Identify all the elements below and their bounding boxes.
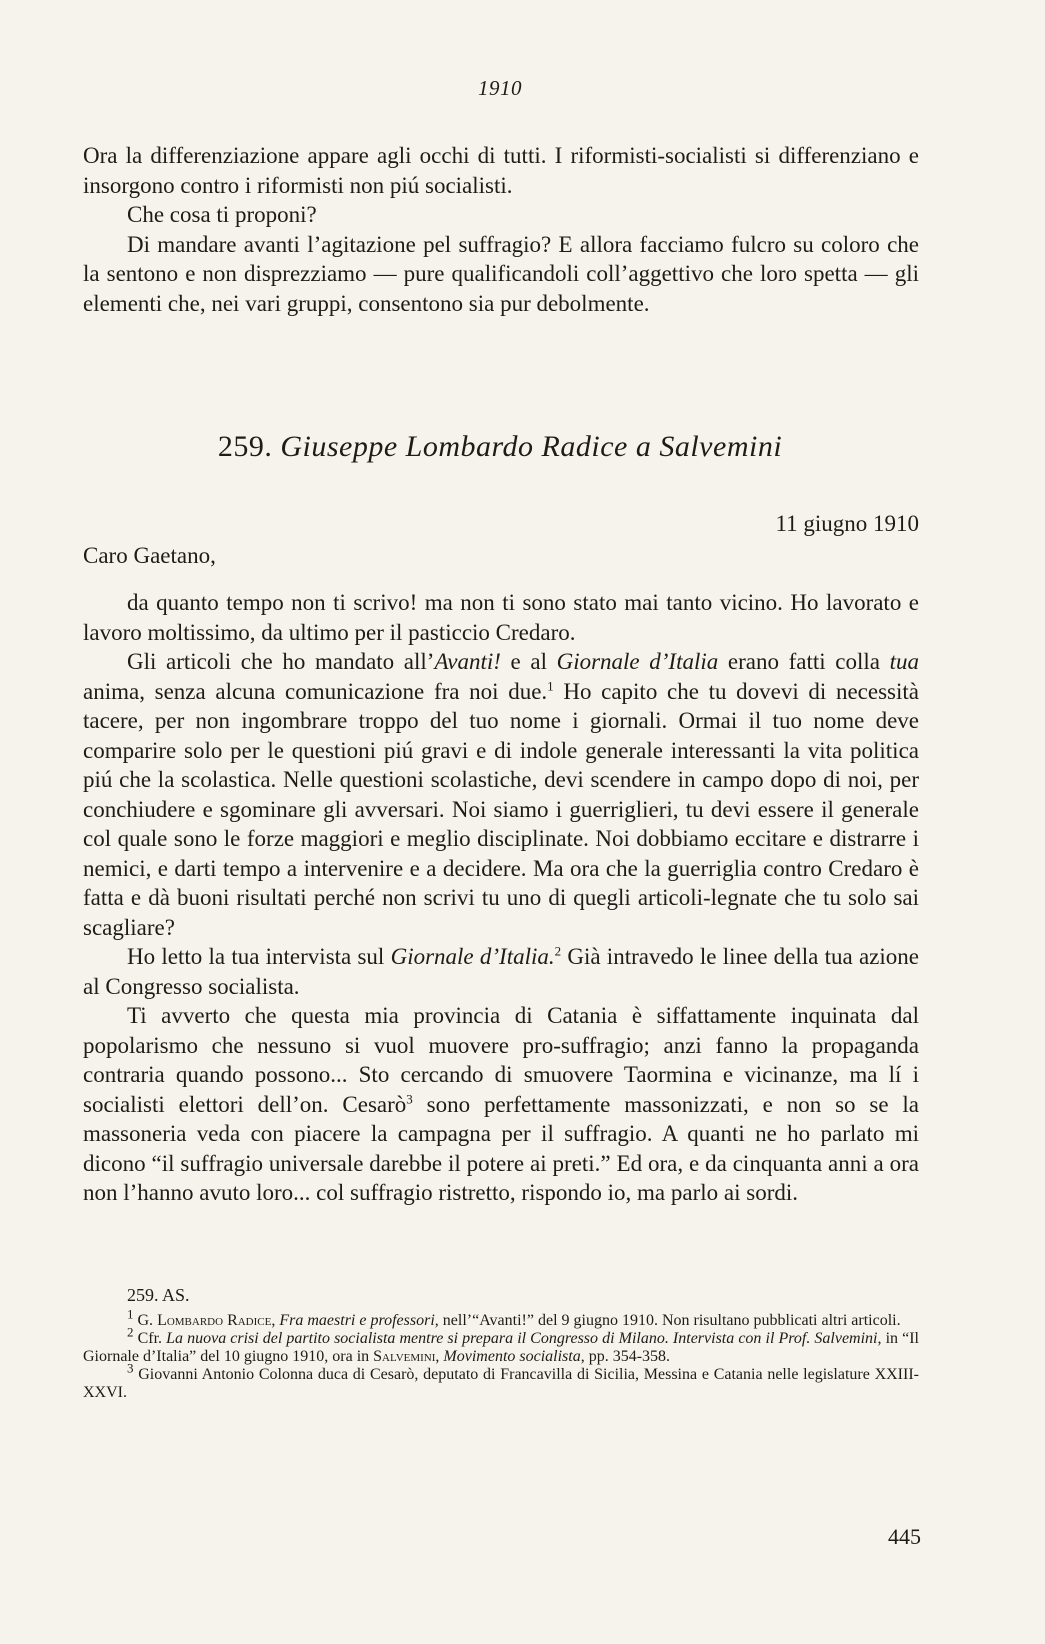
letter-paragraph: Ti avverto che questa mia provincia di Catania è siffattamente inquinata dal popolarismo che nessuno si vuol muovere pro-suffragio; anzi fanno la propaganda contraria quando possono... Sto cercando di smuovere Taormina e vicinanze, ma lí i socialisti elettori dell’on. Cesarò$^3$ sono perfettamente massonizzati, e non so se la massoneria veda con piacere la campagna per il suffragio. A quanti ne ho parlato mi dicono “il suffragio universale darebbe il potere ai preti.” Ed ora, e da cinquanta anni a ora non l’hanno avuto loro... col suffragio ristretto, rispondo io, ma parlo ai sordi. xyxy=(83,1003,919,1205)
footnote: $^2$ Cfr. La nuova crisi del partito socialista mentre si prepara il Congresso di Milano. Intervista con il Prof. Salvemini, in “Il Giornale d’Italia” del 10 giugno 1910, ora in Salvemini, Movimento socialista, pp. 354-358. xyxy=(83,1324,919,1365)
letter-title: Giuseppe Lombardo Radice a Salvemini xyxy=(280,430,783,463)
running-head: 1910 xyxy=(478,76,522,100)
letter-body xyxy=(83,588,919,1208)
previous-letter-ending xyxy=(83,141,919,318)
intro-paragraph: Di mandare avanti l’agitazione pel suffragio? E allora facciamo fulcro su coloro che la sentono e non disprezziamo — pure qualificandoli coll’aggettivo che loro spetta — gli elementi che, nei vari gruppi, consentono sia pur debolmente. xyxy=(83,231,919,316)
footnote: $^1$ G. Lombardo Radice, Fra maestri e professori, nell’“Avanti!” del 9 giugno 1910. Non risultano pubblicati altri articoli. xyxy=(127,1306,901,1329)
letter-number: 259. xyxy=(217,430,273,463)
footnote-ref: 3 xyxy=(406,1090,413,1106)
salutation: Caro Gaetano, xyxy=(83,543,216,568)
letter-paragraph: da quanto tempo non ti scrivo! ma non ti sono stato mai tanto vicino. Ho lavorato e lavoro moltissimo, da ultimo per il pasticcio Credaro. xyxy=(83,590,919,645)
footnote: $^3$ Giovanni Antonio Colonna duca di Cesarò, deputato di Francavilla di Sicilia, Messina e Catania nelle legislature XXIII-XXVI. xyxy=(83,1360,919,1401)
source-note: 259. AS. xyxy=(127,1285,190,1305)
footnote-ref: 1 xyxy=(547,677,554,693)
letter-heading xyxy=(0,430,1000,464)
letter-date: 11 giugno 1910 xyxy=(775,511,919,536)
footnotes xyxy=(83,1285,919,1402)
footnote-ref: 2 xyxy=(554,943,562,959)
page-number: 445 xyxy=(888,1524,921,1549)
intro-paragraph: Ora la differenziazione appare agli occhi di tutti. I riformisti-socialisti si differenziano e insorgono contro i riformisti non piú socialisti. xyxy=(83,143,919,198)
letter-paragraph: Ho letto la tua intervista sul Giornale d’Italia.$^2$ Già intravedo le linee della tua azione al Congresso socialista. xyxy=(83,943,919,999)
letter-paragraph: Gli articoli che ho mandato all’Avanti! e al Giornale d’Italia erano fatti colla tua anima, senza alcuna comunicazione fra noi due.$^1$ Ho capito che tu dovevi di necessità tacere, per non ingombrare troppo del tuo nome i giornali. Ormai il tuo nome deve comparire solo per le questioni piú gravi e di indole generale interessanti la vita politica piú che la scolastica. Nelle questioni scolastiche, devi scendere in campo dopo di noi, per conchiudere e sgominare gli avversari. Noi siamo i guerriglieri, tu devi essere il generale col quale sono le forze maggiori e meglio disciplinate. Noi dobbiamo eccitare e distrarre i nemici, e darti tempo a intervenire e a decidere. Ma ora che la guerriglia contro Credaro è fatta e dà buoni risultati perché non scrivi tu uno di quegli articoli-legnate che tu solo sai scagliare? xyxy=(83,649,919,940)
intro-paragraph: Che cosa ti proponi? xyxy=(127,202,317,227)
